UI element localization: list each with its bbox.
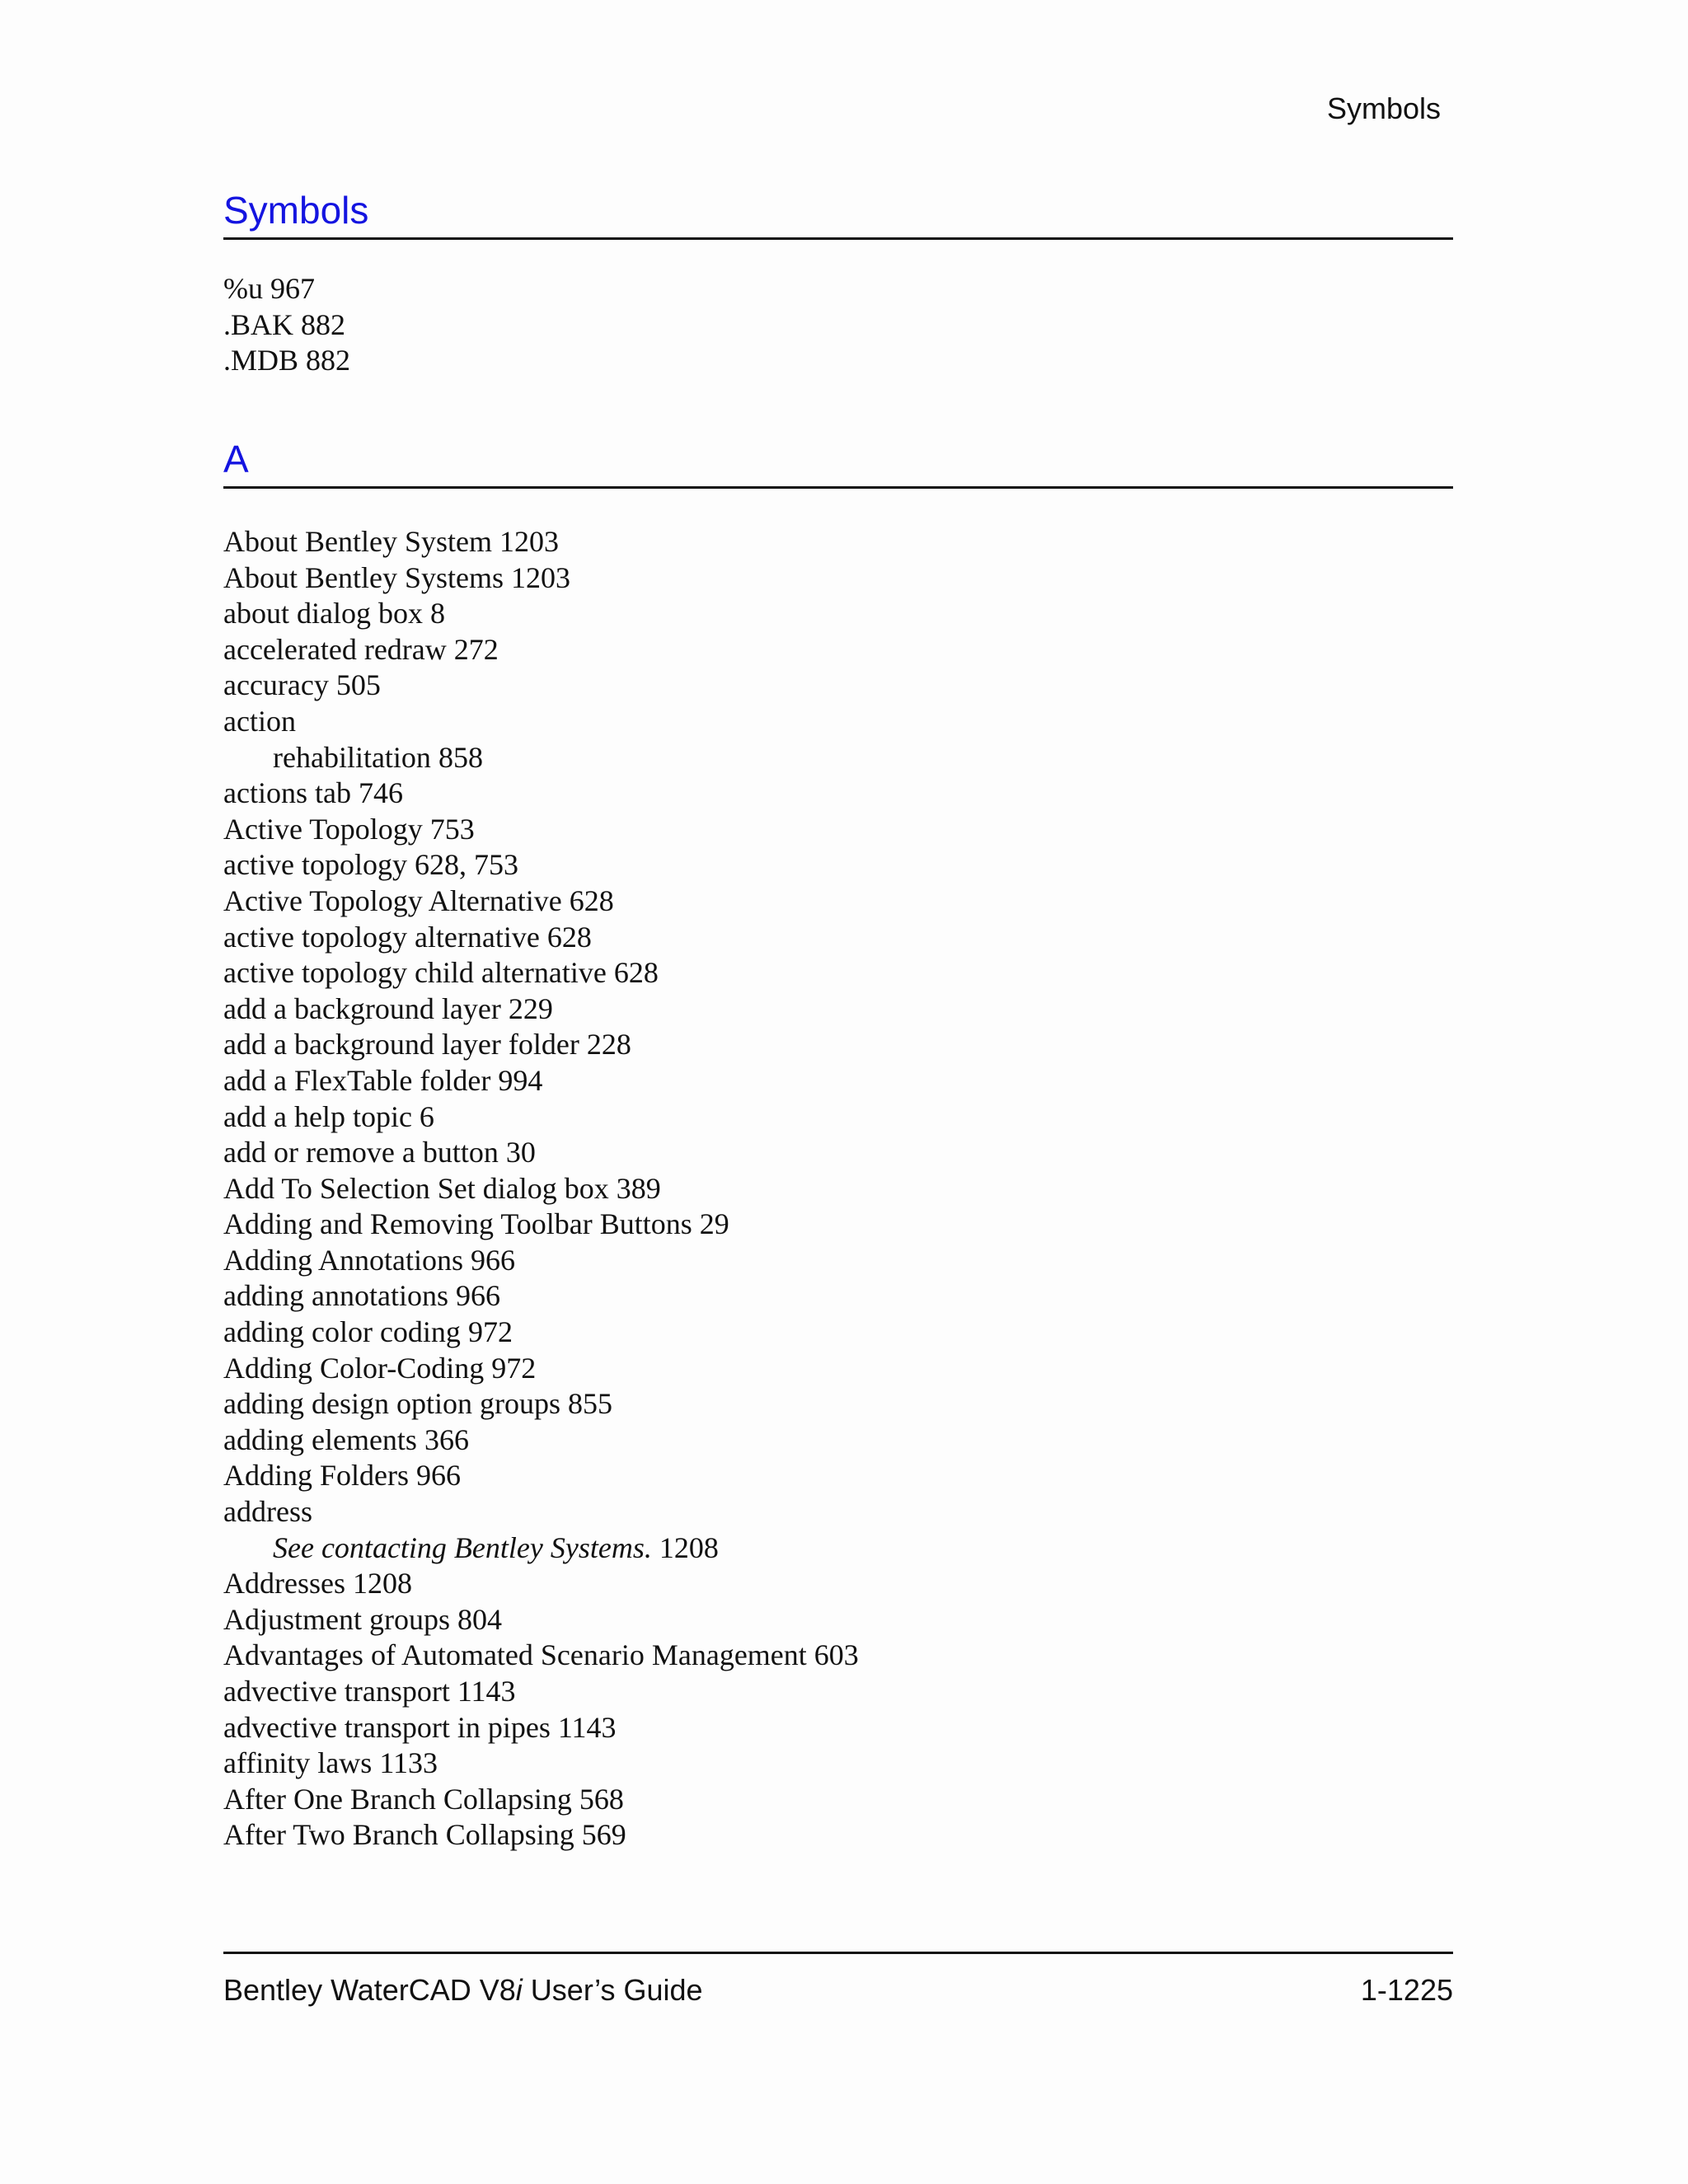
entry-term: accelerated redraw	[223, 632, 447, 666]
entry-term: actions tab	[223, 776, 351, 810]
entry-term: accuracy	[223, 668, 329, 702]
entry-pages: 972	[467, 1315, 513, 1349]
section-heading: Symbols	[223, 186, 1453, 240]
index-entry	[223, 1458, 1453, 1494]
index-entry	[223, 668, 1453, 704]
index-entry	[223, 1099, 1453, 1136]
entry-term: adding design option groups	[223, 1387, 560, 1421]
entry-term: add a background layer folder	[223, 1028, 579, 1062]
entry-term: adding annotations	[223, 1279, 448, 1313]
entry-pages: 972	[491, 1351, 537, 1385]
index-entry	[223, 1315, 1453, 1351]
entry-term: affinity laws	[223, 1746, 373, 1780]
entry-term: active topology	[223, 848, 407, 882]
entry-pages: 966	[455, 1279, 500, 1313]
entry-pages: 1208	[352, 1567, 412, 1601]
entry-term: After One Branch Collapsing	[223, 1782, 572, 1816]
index-entry	[223, 1351, 1453, 1387]
entry-term: .BAK	[223, 307, 294, 341]
entry-pages: 858	[438, 740, 483, 774]
entry-pages: 882	[301, 307, 346, 341]
entry-term: Active Topology Alternative	[223, 883, 562, 917]
entry-term: About Bentley System	[223, 525, 492, 558]
index-subentry	[223, 740, 1453, 776]
entry-term: action	[223, 704, 296, 738]
index-entry	[223, 776, 1453, 812]
entry-pages: 967	[270, 272, 315, 305]
entry-term: address	[223, 1495, 312, 1529]
entry-pages: 1203	[499, 525, 559, 558]
entry-pages: 966	[471, 1243, 516, 1277]
index-entry	[223, 1422, 1453, 1459]
index-entry	[223, 847, 1453, 883]
entry-term: Adding Color-Coding	[223, 1351, 485, 1385]
entry-term: .MDB	[223, 344, 299, 377]
index-entry	[223, 1207, 1453, 1243]
index-entry-list	[223, 271, 1453, 379]
index-entry	[223, 632, 1453, 668]
entry-pages: 628, 753	[414, 848, 518, 882]
index-entry	[223, 883, 1453, 920]
entry-pages: 389	[616, 1171, 661, 1205]
index-entry	[223, 955, 1453, 991]
entry-pages: 272	[453, 632, 499, 666]
entry-term: After Two Branch Collapsing	[223, 1818, 574, 1852]
index-entry	[223, 1674, 1453, 1710]
running-header: Symbols	[1326, 91, 1441, 125]
index-section-a	[223, 435, 1453, 1854]
index-entry	[223, 271, 1453, 307]
page-footer	[223, 1952, 1453, 2008]
index-entry	[223, 1278, 1453, 1315]
index-entry	[223, 812, 1453, 848]
entry-pages: 568	[579, 1782, 624, 1816]
page-number: 1-1225	[1360, 1973, 1453, 2007]
entry-term: Adjustment groups	[223, 1602, 450, 1636]
entry-pages: 966	[416, 1459, 461, 1493]
entry-pages: 1203	[511, 560, 570, 594]
entry-pages: 628	[613, 956, 659, 990]
entry-term: advective transport	[223, 1675, 450, 1708]
entry-term: about dialog box	[223, 597, 423, 630]
index-entry	[223, 1710, 1453, 1746]
entry-pages: 628	[546, 920, 592, 954]
entry-pages: 1133	[379, 1746, 438, 1780]
entry-term: adding color coding	[223, 1315, 461, 1349]
entry-term: add a help topic	[223, 1099, 412, 1133]
entry-pages: 30	[505, 1136, 536, 1169]
entry-pages: 6	[419, 1099, 434, 1133]
index-entry	[223, 704, 1453, 740]
index-entry	[223, 1782, 1453, 1818]
index-entry	[223, 1135, 1453, 1171]
entry-term: add a background layer	[223, 991, 501, 1025]
index-entry	[223, 1243, 1453, 1279]
index-entry	[223, 343, 1453, 379]
entry-pages: 228	[586, 1028, 631, 1062]
entry-pages: 746	[358, 776, 403, 810]
index-entry	[223, 1602, 1453, 1638]
entry-term: Adding Folders	[223, 1459, 409, 1493]
index-entry	[223, 524, 1453, 560]
entry-term: Addresses	[223, 1567, 345, 1601]
entry-pages: 882	[306, 344, 351, 377]
index-entry	[223, 1817, 1453, 1854]
entry-pages: 569	[581, 1818, 626, 1852]
entry-term: Adding and Removing Toolbar Buttons	[223, 1207, 692, 1241]
entry-pages: 1143	[557, 1710, 617, 1744]
entry-term: active topology child alternative	[223, 956, 607, 990]
entry-pages: 603	[814, 1638, 859, 1672]
entry-pages: 505	[335, 668, 381, 702]
entry-term: adding elements	[223, 1422, 417, 1456]
index-section-symbols	[223, 186, 1453, 379]
section-heading: A	[223, 435, 1453, 489]
entry-pages: 855	[567, 1387, 612, 1421]
entry-term: See contacting Bentley Systems.	[273, 1530, 652, 1564]
entry-term: advective transport in pipes	[223, 1710, 551, 1744]
entry-term: add or remove a button	[223, 1136, 499, 1169]
index-entry	[223, 1386, 1453, 1422]
index-entry-list	[223, 524, 1453, 1854]
entry-pages: 366	[424, 1422, 469, 1456]
entry-pages: 994	[498, 1063, 543, 1097]
entry-pages: 229	[508, 991, 553, 1025]
index-entry	[223, 1638, 1453, 1674]
index-subentry	[223, 1530, 1453, 1567]
entry-pages: 1208	[659, 1530, 719, 1564]
index-entry	[223, 596, 1453, 632]
index-entry	[223, 1494, 1453, 1530]
entry-term: Adding Annotations	[223, 1243, 464, 1277]
index-entry	[223, 1063, 1453, 1099]
entry-pages: 804	[457, 1602, 502, 1636]
index-entry	[223, 1027, 1453, 1063]
entry-pages: 753	[429, 812, 475, 846]
index-entry	[223, 307, 1453, 344]
entry-pages: 628	[569, 883, 614, 917]
entry-term: About Bentley Systems	[223, 560, 504, 594]
entry-term: Advantages of Automated Scenario Management	[223, 1638, 807, 1672]
entry-term: add a FlexTable folder	[223, 1063, 491, 1097]
entry-pages: 8	[429, 597, 445, 630]
entry-pages: 1143	[457, 1675, 516, 1708]
index-entry	[223, 991, 1453, 1028]
index-entry	[223, 1746, 1453, 1782]
entry-pages: 29	[699, 1207, 729, 1241]
index-entry	[223, 920, 1453, 956]
entry-term: Active Topology	[223, 812, 423, 846]
index-entry	[223, 1566, 1453, 1602]
index-entry	[223, 1171, 1453, 1207]
index-entry	[223, 560, 1453, 597]
entry-term: Add To Selection Set dialog box	[223, 1171, 609, 1205]
entry-term: %u	[223, 272, 263, 305]
document-title: Bentley WaterCAD V8i User’s Guide	[223, 1973, 703, 2007]
entry-term: rehabilitation	[273, 740, 431, 774]
entry-term: active topology alternative	[223, 920, 540, 954]
